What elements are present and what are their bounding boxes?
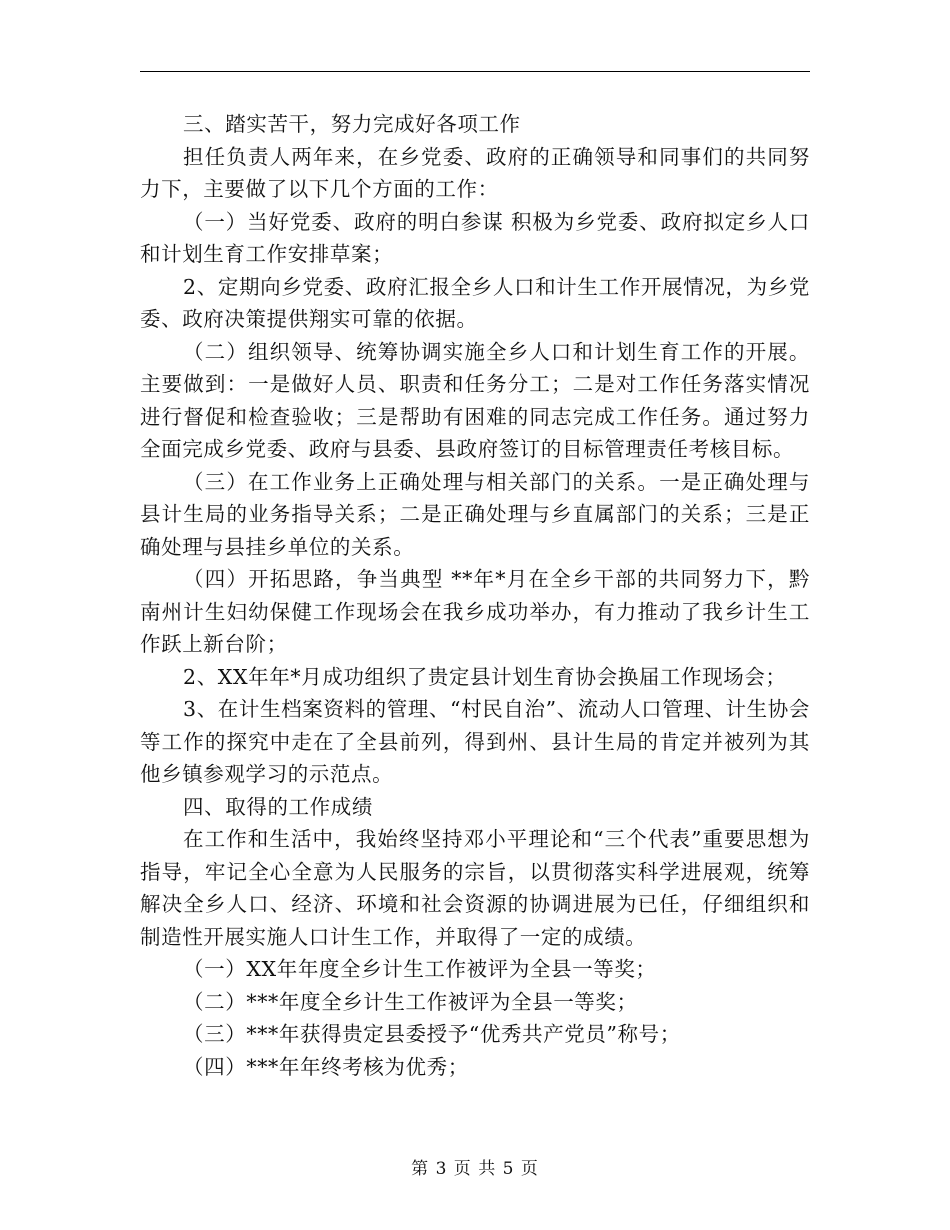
list-item: （三）***年获得贵定县委授予“优秀共产党员”称号；: [183, 1022, 681, 1046]
paragraph: 2、定期向乡党委、政府汇报全乡人口和计生工作开展情况，为乡党委、政府决策提供翔实可靠的依据。: [140, 274, 810, 331]
list-item: （二）***年度全乡计生工作被评为全县一等奖；: [183, 989, 638, 1014]
section-heading-4: 四、取得的工作成绩: [183, 794, 373, 819]
paragraph: 担任负责人两年来，在乡党委、政府的正确领导和同事们的共同努力下，主要做了以下几个方面的工作：: [140, 144, 810, 201]
page-footer: 第 3 页 共 5 页: [411, 1159, 539, 1179]
paragraph: （四）开拓思路，争当典型 **年*月在全乡干部的共同努力下，黔南州计生妇幼保健工作现场会在我乡成功举办，有力推动了我乡计生工作跃上新台阶；: [140, 567, 810, 656]
paragraph: 2、XX年年*月成功组织了贵定县计划生育协会换届工作现场会；: [183, 664, 787, 689]
document-body: [140, 108, 810, 1083]
paragraph: 3、在计生档案资料的管理、“村民自治”、流动人口管理、计生协会等工作的探究中走在了全县前列，得到州、县计生局的肯定并被列为其他乡镇参观学习的示范点。: [140, 697, 810, 786]
header-rule: [140, 71, 810, 72]
paragraph: （二）组织领导、统筹协调实施全乡人口和计划生育工作的开展。主要做到：一是做好人员、职责和任务分工；二是对工作任务落实情况进行督促和检查验收；三是帮助有困难的同志完成工作任务。通过努力全面完成乡党委、政府与县委、县政府签订的目标管理责任考核目标。: [140, 339, 810, 461]
section-heading-3: 三、踏实苦干，努力完成好各项工作: [183, 112, 521, 136]
list-item: （四）***年年终考核为优秀；: [183, 1054, 469, 1079]
list-item: （一）XX年年度全乡计生工作被评为全县一等奖；: [183, 957, 657, 981]
paragraph: （三）在工作业务上正确处理与相关部门的关系。一是正确处理与县计生局的业务指导关系；二是正确处理与乡直属部门的关系；三是正确处理与县挂乡单位的关系。: [140, 469, 810, 559]
paragraph: （一）当好党委、政府的明白参谋 积极为乡党委、政府拟定乡人口和计划生育工作安排草案；: [140, 209, 810, 266]
paragraph: 在工作和生活中，我始终坚持邓小平理论和“三个代表”重要思想为指导，牢记全心全意为人民服务的宗旨，以贯彻落实科学进展观，统筹解决全乡人口、经济、环境和社会资源的协调进展为已任，仔细组织和制造性开展实施人口计生工作，并取得了一定的成绩。: [140, 827, 810, 949]
